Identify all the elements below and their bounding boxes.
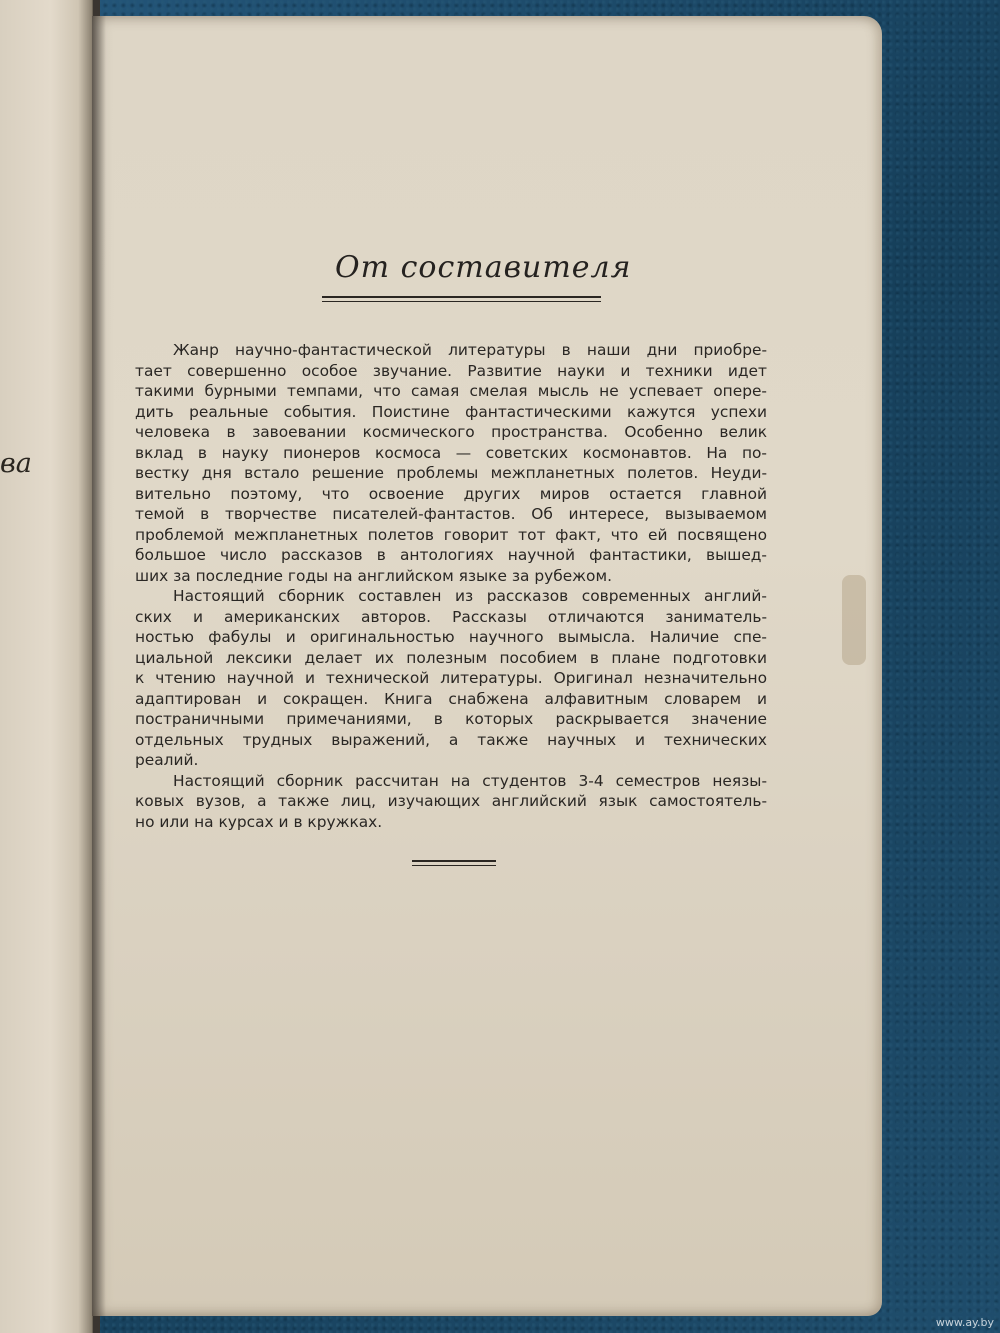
text-line: проблемой межпланетных полетов говорит тот факт, что ей посвящено — [135, 525, 767, 544]
paragraph-1 — [135, 340, 767, 586]
text-line: Настоящий сборник составлен из рассказов современных англий- — [173, 587, 767, 605]
text-line: человека в завоевании космического пространства. Особенно велик — [135, 423, 767, 441]
watermark: www.ay.by — [935, 1316, 994, 1329]
body-text — [135, 340, 767, 832]
paper-stain — [842, 575, 866, 665]
text-line: но или на курсах и в кружках. — [135, 812, 383, 831]
text-line: реалий. — [135, 751, 199, 769]
text-line: темой в творчестве писателей-фантастов. Об интересе, вызываемом — [135, 505, 767, 523]
text-line: Жанр научно-фантастической литературы в наши дни приобре- — [173, 341, 767, 359]
ornament-rule-thick — [412, 860, 496, 862]
end-ornament-rule — [412, 860, 496, 866]
text-line: Настоящий сборник рассчитан на студентов 3-4 семестров неязы- — [173, 771, 767, 790]
text-line: вестку дня встало решение проблемы межпланетных полетов. Неуди- — [135, 464, 767, 482]
text-line: к чтению научной и технической литературы. Оригинал незначительно — [135, 669, 767, 687]
text-line: адаптирован и сокращен. Книга снабжена алфавитным словарем и — [135, 689, 767, 708]
page-title: От составителя — [335, 250, 632, 285]
previous-page-text-fragment: ва — [0, 448, 32, 479]
text-line: ностью фабулы и оригинальностью научного вымысла. Наличие спе- — [135, 628, 767, 646]
text-line: дить реальные события. Поистине фантастическими кажутся успехи — [135, 402, 767, 421]
paragraph-3 — [135, 771, 767, 833]
text-line: вительно поэтому, что освоение других миров остается главной — [135, 484, 767, 503]
paragraph-2 — [135, 586, 767, 771]
text-line: циальной лексики делает их полезным пособием в плане подготовки — [135, 648, 767, 667]
previous-page-edge — [0, 0, 93, 1333]
text-line: большое число рассказов в антологиях научной фантастики, вышед- — [135, 546, 767, 564]
title-underline-thin — [322, 301, 601, 302]
text-line: вклад в науку пионеров космоса — советских космонавтов. На по- — [135, 443, 767, 462]
text-line: ковых вузов, а также лиц, изучающих английский язык самостоятель- — [135, 792, 767, 810]
text-line: ших за последние годы на английском языке за рубежом. — [135, 566, 612, 585]
text-line: такими бурными темпами, что самая смелая мысль не успевает опере- — [135, 382, 767, 400]
text-line: ских и американских авторов. Рассказы отличаются заниматель- — [135, 607, 767, 626]
text-line: отдельных трудных выражений, а также научных и технических — [135, 730, 767, 749]
title-underline-thick — [322, 296, 601, 298]
text-line: тает совершенно особое звучание. Развитие науки и техники идет — [135, 361, 767, 380]
text-line: постраничными примечаниями, в которых раскрывается значение — [135, 710, 767, 728]
page-spine-shadow — [92, 16, 106, 1316]
ornament-rule-thin — [412, 865, 496, 866]
